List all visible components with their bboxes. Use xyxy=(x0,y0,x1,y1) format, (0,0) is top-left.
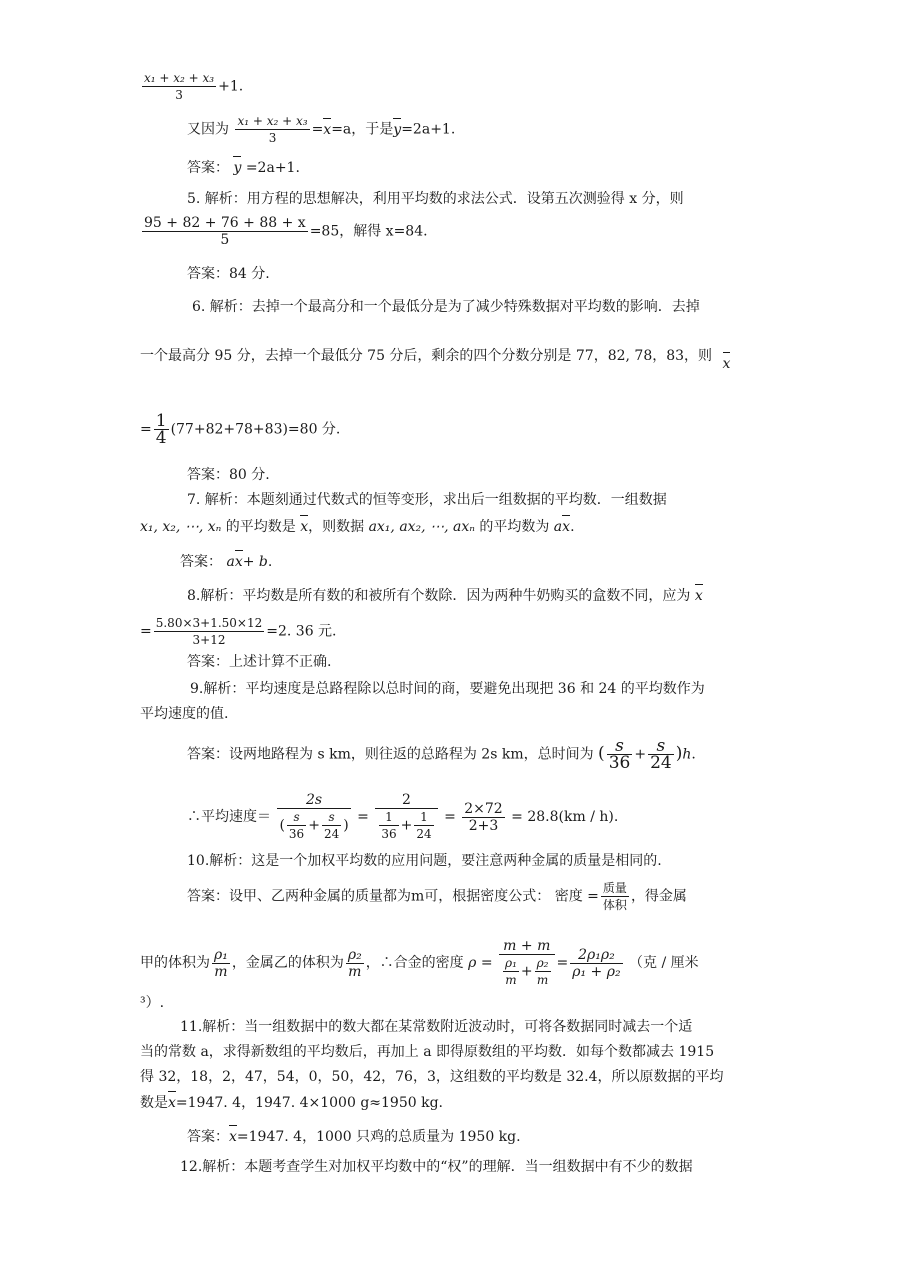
text: ∴平均速度＝ xyxy=(187,809,271,825)
text: . xyxy=(691,746,696,763)
math-rho: ρ = xyxy=(468,955,493,971)
math-a: a xyxy=(553,519,563,535)
text: 8.解析：平均数是所有数的和被所有个数除．因为两种牛奶购买的盒数不同，应为 xyxy=(187,588,691,604)
x-bar: x xyxy=(562,519,571,535)
numerator: ρ₂ xyxy=(536,956,549,970)
fraction xyxy=(154,413,169,446)
numerator: 5.80×3+1.50×12 xyxy=(155,616,263,630)
answer-11 xyxy=(187,1127,521,1147)
text: = xyxy=(140,623,152,640)
q5-equation xyxy=(140,215,428,248)
text: 数是 xyxy=(140,1095,168,1111)
fraction xyxy=(154,615,265,648)
fraction xyxy=(607,738,633,771)
q6-text-2 xyxy=(140,346,731,372)
q9-text-1: 9.解析：平均速度是总路程除以总时间的商，要避免出现把 36 和 24 的平均数作为 xyxy=(190,681,705,697)
text: =2a+1. xyxy=(245,160,300,176)
text: ，则数据 xyxy=(308,519,369,535)
numerator: s xyxy=(648,738,674,755)
denominator: m xyxy=(505,973,517,987)
denominator: $\frac{\text{ρ₁}}{m}$ + $\frac{\text{ρ₂}}{m}$ xyxy=(505,956,549,987)
answer-10-line-2 xyxy=(140,938,699,988)
denominator: 2+3 xyxy=(468,817,499,834)
text: 答案：设甲、乙两种金属的质量都为m可，根据密度公式： xyxy=(187,888,551,905)
text: ，金属乙的体积为 xyxy=(231,955,344,971)
fraction xyxy=(277,792,350,842)
text: 又因为 xyxy=(187,121,229,138)
q11-line-2: 当的常数 a，求得新数组的平均数后，再加上 a 即得原数组的平均数．如每个数都减去 1915 xyxy=(140,1044,715,1060)
text: 的平均数是 xyxy=(221,519,301,535)
denominator: 36 xyxy=(381,827,397,841)
answer-label: 答案： xyxy=(180,554,222,570)
fraction xyxy=(648,738,674,771)
fraction xyxy=(499,938,554,988)
fraction-line-top xyxy=(140,70,243,103)
text: =1947. 4，1947. 4×1000 g≈1950 kg. xyxy=(175,1095,443,1111)
text: = xyxy=(311,121,324,138)
denominator: 24 xyxy=(650,753,672,773)
denominator: m xyxy=(214,963,228,980)
numerator: ρ₂ xyxy=(347,946,362,963)
text: = 28.8(km / h) xyxy=(511,809,614,825)
numerator: ρ₁ xyxy=(505,956,517,970)
q6-equation xyxy=(140,413,340,446)
fraction xyxy=(235,113,309,146)
x-bar: x xyxy=(234,554,243,570)
denominator: 5 xyxy=(220,232,230,248)
text: 密度 = xyxy=(554,888,599,905)
text: = xyxy=(556,955,569,971)
speed-equation: ∴平均速度＝ 2s ( $\frac{s}{36}$ + $\frac{s}{24}$ ) = 2 $\frac{1}{36}$ + $\frac{1}{24}$ = $\frac{2\times 72}{2+3}$ = 28.8(km / h). xyxy=(187,792,619,841)
answer-5: 答案：84 分. xyxy=(187,266,270,282)
x-bar: x xyxy=(168,1095,176,1111)
fraction xyxy=(142,70,216,103)
x-bar: x xyxy=(323,121,332,138)
q5-text: 5. 解析：用方程的思想解决，利用平均数的求法公式．设第五次测验得 x 分，则 xyxy=(187,191,684,207)
denominator: ρ₁ + ρ₂ xyxy=(572,963,621,980)
numerator: 2s xyxy=(277,792,350,809)
because-line xyxy=(187,113,455,146)
answer-10-line-1 xyxy=(187,880,687,913)
y-bar: y xyxy=(393,121,402,138)
math-sequence: ax₁, ax₂, ⋯, axₙ xyxy=(368,519,475,535)
text: . xyxy=(267,554,273,570)
x-bar: x xyxy=(300,519,309,535)
denominator: 体积 xyxy=(602,898,627,912)
q6-text-1: 6. 解析：去掉一个最高分和一个最低分是为了减少特殊数据对平均数的影响．去掉 xyxy=(192,299,700,315)
denominator: $\frac{1}{36}$ + $\frac{1}{24}$ xyxy=(381,810,432,841)
answer-4 xyxy=(187,158,300,178)
text: =85，解得 x=84. xyxy=(309,223,428,240)
numerator: s xyxy=(322,809,341,826)
numerator: 2 xyxy=(375,792,437,809)
q9-text-2: 平均速度的值. xyxy=(140,706,229,722)
numerator: 质量 xyxy=(602,881,627,895)
answer-6: 答案：80 分. xyxy=(187,467,270,483)
fraction xyxy=(212,947,230,980)
answer-label: 答案： xyxy=(187,1129,229,1145)
x-bar: x xyxy=(722,356,731,372)
q7-text-1: 7. 解析：本题刻通过代数式的恒等变形，求出后一组数据的平均数．一组数据 xyxy=(187,492,667,508)
denominator: 36 xyxy=(288,827,305,841)
math-h: h xyxy=(682,746,692,763)
x-bar: x xyxy=(694,588,703,604)
numerator: 95 + 82 + 76 + 88 + x xyxy=(144,215,306,231)
text: . xyxy=(570,519,575,535)
numerator: x₁ + x₂ + x₃ xyxy=(237,114,308,128)
text: . xyxy=(613,809,619,825)
text: （克 / 厘米 xyxy=(629,955,699,971)
math-sequence: x₁, x₂, ⋯, xₙ xyxy=(140,519,222,535)
text: =a，于是 xyxy=(331,121,394,138)
text: =2. 36 元. xyxy=(266,623,337,640)
denominator: 3+12 xyxy=(192,633,226,647)
numerator: m + m xyxy=(499,938,554,955)
text: =1947. 4，1000 只鸡的总质量为 1950 kg. xyxy=(236,1129,521,1145)
q7-text-2 xyxy=(140,517,575,537)
denominator: 24 xyxy=(416,827,432,841)
fraction xyxy=(570,947,622,980)
text: 甲的体积为 xyxy=(140,955,210,971)
denominator: 4 xyxy=(155,428,167,448)
math-text: + b xyxy=(242,554,268,570)
text: ，∴合金的密度 xyxy=(365,955,464,971)
q10-text: 10.解析：这是一个加权平均数的应用问题，要注意两种金属的质量是相同的. xyxy=(187,853,662,869)
q11-line-4 xyxy=(140,1093,443,1113)
numerator: x₁ + x₂ + x₃ xyxy=(144,71,215,85)
fraction xyxy=(601,880,629,913)
denominator: 36 xyxy=(608,753,631,773)
numerator: 2×72 xyxy=(464,800,503,817)
text: = xyxy=(140,421,152,438)
answer-8: 答案：上述计算不正确. xyxy=(187,654,332,670)
fraction xyxy=(462,801,504,834)
answer-9: 答案：设两地路程为 s km，则往返的总路程为 2s km，总时间为 ( $\frac{s}{36}$ + $\frac{s}{24}$ )h. xyxy=(187,736,696,773)
q11-line-1: 11.解析：当一组数据中的数大都在某常数附近波动时，可将各数据同时减去一个适 xyxy=(180,1019,693,1035)
q12-text: 12.解析：本题考查学生对加权平均数中的“权”的理解．当一组数据中有不少的数据 xyxy=(180,1159,693,1175)
numerator: ρ₁ xyxy=(214,946,228,963)
numerator: 2ρ₁ρ₂ xyxy=(570,947,622,964)
fraction xyxy=(142,215,308,248)
denominator: 24 xyxy=(323,827,340,841)
answer-label: 答案： xyxy=(187,160,229,176)
x-bar: x xyxy=(229,1129,237,1145)
denominator: 3 xyxy=(268,131,277,145)
q11-line-3: 得 32，18，2，47，54，0，50，42，76，3，这组数的平均数是 32.4，所以原数据的平均 xyxy=(140,1069,724,1085)
fraction xyxy=(346,947,364,980)
unit-close: ³）. xyxy=(140,995,165,1011)
q8-text xyxy=(187,586,703,606)
numerator: s xyxy=(287,809,306,826)
text: =2a+1. xyxy=(401,121,456,138)
numerator: s xyxy=(607,738,633,755)
denominator: ( $\frac{s}{36}$ + $\frac{s}{24}$ ) xyxy=(279,810,349,841)
text: 答案：设两地路程为 s km，则往返的总路程为 2s km，总时间为 xyxy=(187,746,594,763)
numerator: 1 xyxy=(379,809,398,826)
denominator: m xyxy=(536,973,549,987)
q8-equation xyxy=(140,615,337,648)
math-a: a xyxy=(226,554,235,570)
text: ，得金属 xyxy=(630,888,687,905)
numerator: 1 xyxy=(155,411,167,431)
text: (77+82+78+83)=80 分. xyxy=(170,421,341,438)
text: 的平均数为 xyxy=(474,519,554,535)
numerator: 1 xyxy=(414,809,433,826)
denominator: 3 xyxy=(175,88,183,102)
fraction xyxy=(375,792,437,842)
text: +1. xyxy=(218,78,244,95)
y-bar: y xyxy=(233,160,242,176)
answer-7 xyxy=(180,552,272,572)
text: 一个最高分 95 分，去掉一个最低分 75 分后，剩余的四个分数分别是 77，82, 78，83，则 xyxy=(140,348,713,364)
denominator: m xyxy=(348,963,362,980)
